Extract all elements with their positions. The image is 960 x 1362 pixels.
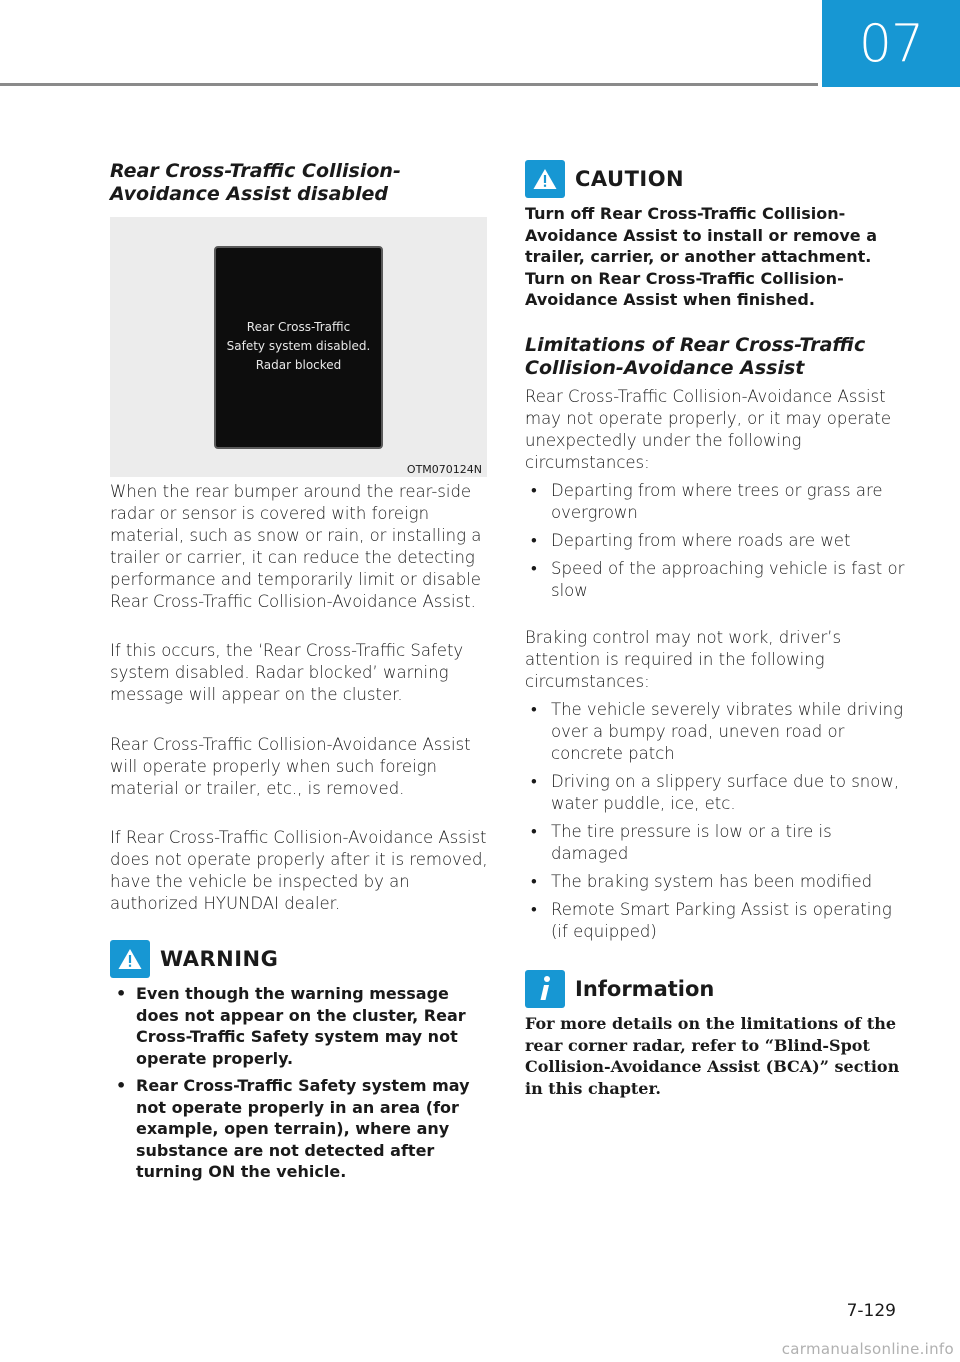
list-item: • Remote Smart Parking Assist is operating (if equipped) — [525, 899, 910, 943]
paragraph-4: If Rear Cross-Traffic Collision-Avoidance Assist does not operate properly after it is removed, have the vehicle be inspected by an authorized HYUNDAI dealer. — [110, 828, 488, 913]
watermark: carmanualsonline.info — [781, 1340, 954, 1358]
braking-list — [525, 699, 910, 943]
information-text: For more details on the limitations of the rear corner radar, refer to “Blind-Spot Collision-Avoidance Assist (BCA)” section in this chapter. — [525, 1014, 900, 1098]
caution-icon — [525, 160, 565, 198]
limitations-list — [525, 480, 910, 602]
section-heading-disabled: Rear Cross-Traffic Collision- Avoidance Assist disabled — [110, 160, 401, 205]
caution-header — [525, 160, 684, 198]
information-title: Information — [575, 977, 715, 1001]
warning-item: • Rear Cross-Traffic Safety system may not operate properly in an area (for example, open terrain), where any substance are not detected after turning ON the vehicle. — [110, 1075, 490, 1183]
header-rule — [0, 83, 818, 86]
list-item: • The tire pressure is low or a tire is damaged — [525, 821, 910, 865]
list-item: • Driving on a slippery surface due to snow, water puddle, ice, etc. — [525, 771, 910, 815]
warning-icon — [110, 940, 150, 978]
info-icon — [525, 970, 565, 1008]
paragraph-2: If this occurs, the ‘Rear Cross-Traffic Safety system disabled. Radar blocked’ warning message will appear on the cluster. — [110, 641, 464, 704]
chapter-tab — [822, 0, 960, 87]
page-number: 7-129 — [846, 1301, 896, 1321]
list-item: • Departing from where roads are wet — [525, 530, 910, 552]
chapter-number: 07 — [858, 13, 924, 74]
warning-item: • Even though the warning message does not appear on the cluster, Rear Cross-Traffic Safety system may not operate properly. — [110, 983, 490, 1069]
figure-code: OTM070124N — [406, 463, 482, 476]
cluster-screen — [214, 246, 383, 449]
braking-intro: Braking control may not work, driver’s attention is required in the following circumstances: — [525, 628, 842, 691]
warning-list — [110, 983, 490, 1183]
list-item: • Speed of the approaching vehicle is fast or slow — [525, 558, 910, 602]
paragraph-1: When the rear bumper around the rear-side radar or sensor is covered with foreign material, such as snow or rain, or installing a trailer or carrier, it can reduce the detecting performance and temporarily limit or disable Rear Cross-Traffic Collision-Avoidance Assist. — [110, 482, 482, 611]
list-item: • Departing from where trees or grass are overgrown — [525, 480, 910, 524]
warning-header — [110, 940, 278, 978]
caution-text: Turn off Rear Cross-Traffic Collision-Avoidance Assist to install or remove a trailer, carrier, or another attachment. Turn on Rear Cross-Traffic Collision-Avoidance Assist when finished. — [525, 204, 878, 309]
cluster-figure — [110, 217, 487, 477]
limitations-intro: Rear Cross-Traffic Collision-Avoidance Assist may not operate properly, or it may operate unexpectedly under the following circumstances: — [525, 387, 892, 472]
warning-title: WARNING — [160, 947, 279, 971]
list-item: • The braking system has been modified — [525, 871, 910, 893]
caution-title: CAUTION — [575, 167, 685, 191]
section-heading-limitations: Limitations of Rear Cross-Traffic Collision-Avoidance Assist — [525, 334, 866, 379]
information-header — [525, 970, 714, 1008]
paragraph-3: Rear Cross-Traffic Collision-Avoidance Assist will operate properly when such foreign material or trailer, etc., is removed. — [110, 735, 471, 798]
cluster-message: Rear Cross-Traffic Safety system disabled. Radar blocked — [226, 320, 371, 372]
list-item: • The vehicle severely vibrates while driving over a bumpy road, uneven road or concrete patch — [525, 699, 910, 765]
